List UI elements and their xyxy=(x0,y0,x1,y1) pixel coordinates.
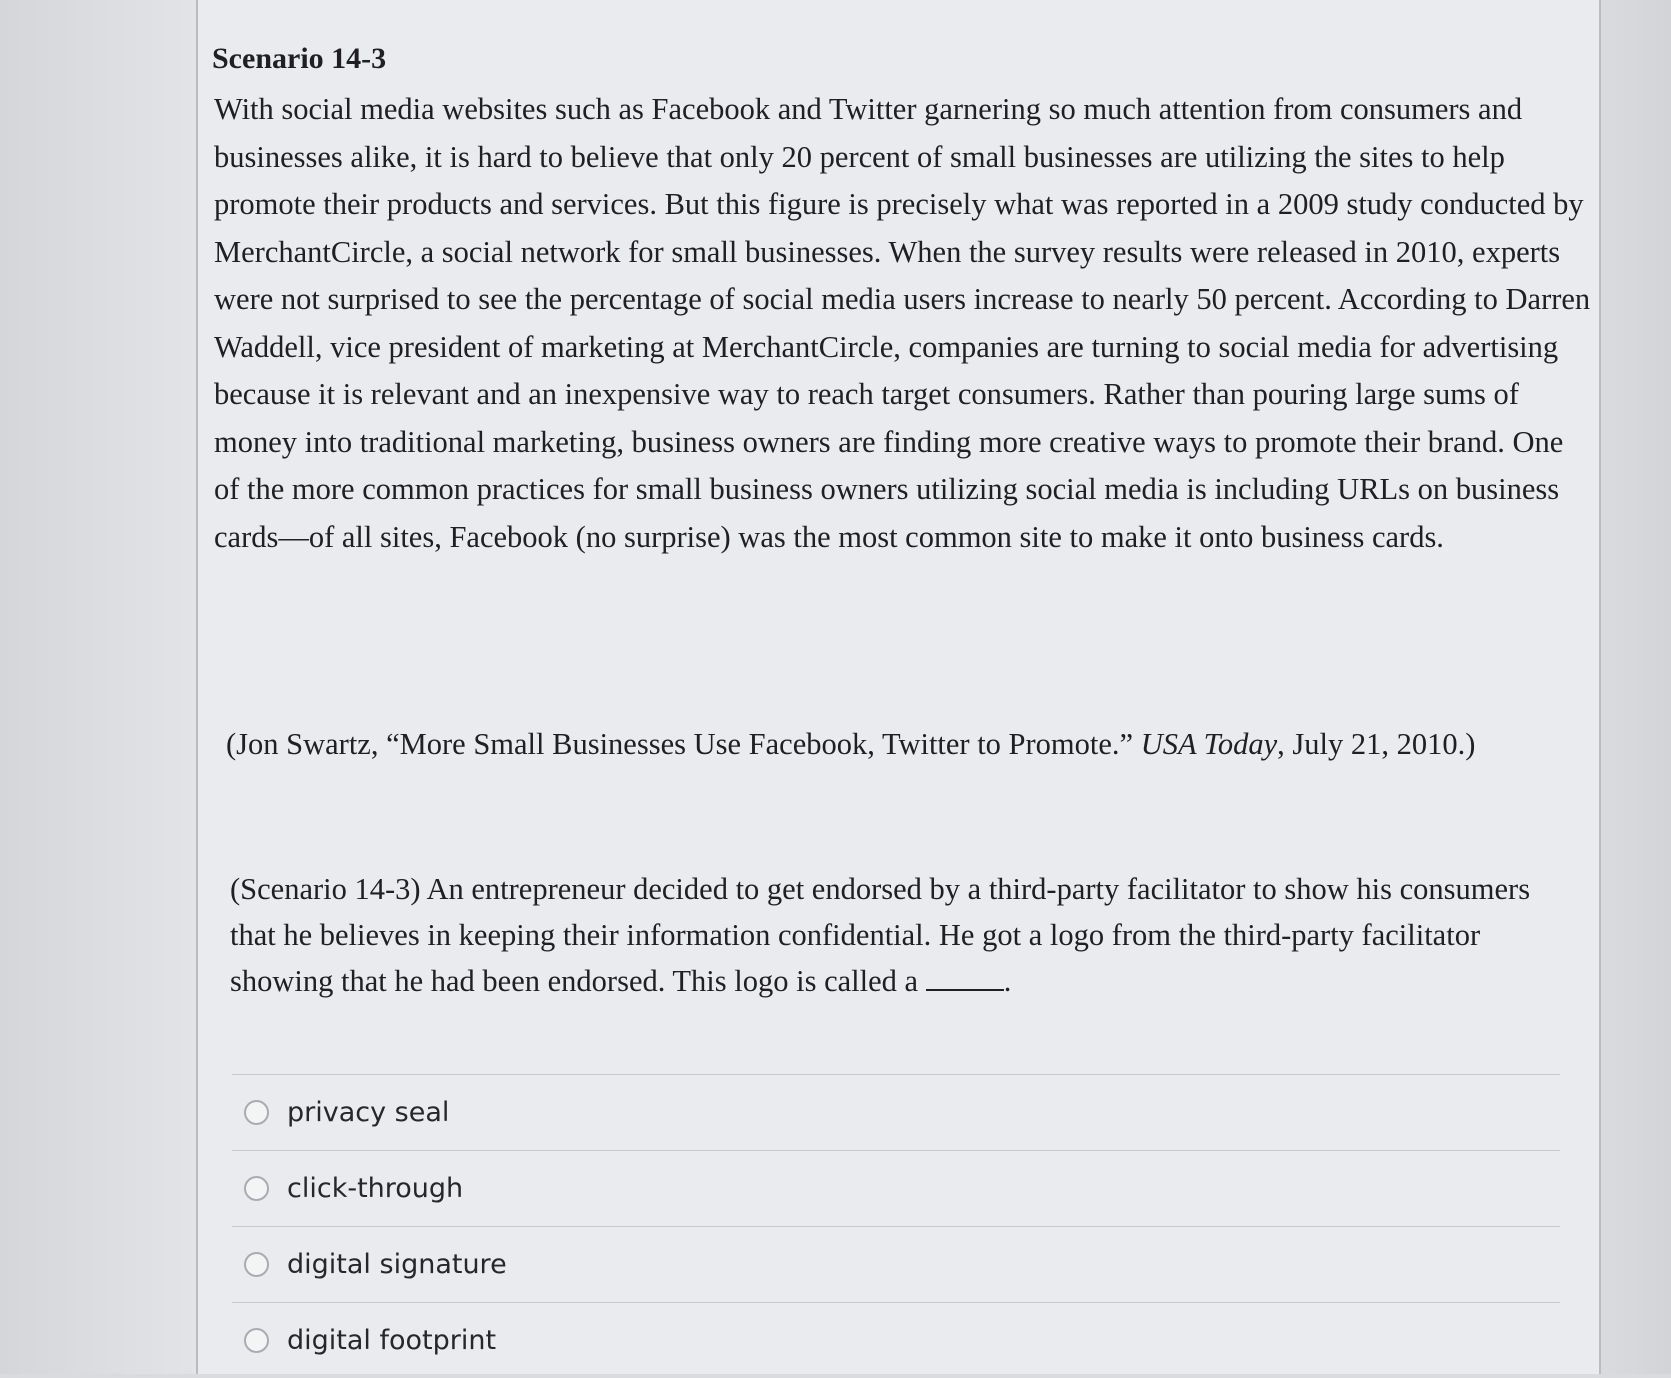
option-click-through[interactable] xyxy=(232,1150,1560,1226)
option-label: privacy seal xyxy=(287,1097,450,1128)
question-text: (Scenario 14-3) An entrepreneur decided to get endorsed by a third-party facilitator to show his consumers that he believes in keeping their information confidential. He got a logo from the third-party facilitator showing that he had been endorsed. This logo is called a xyxy=(230,872,1531,998)
citation-prefix: (Jon Swartz, “More Small Businesses Use Facebook, Twitter to Promote.” xyxy=(226,727,1141,761)
scenario-title: Scenario 14-3 xyxy=(212,42,387,75)
question-end: . xyxy=(1003,964,1012,998)
radio-button[interactable] xyxy=(244,1328,269,1353)
option-digital-signature[interactable] xyxy=(232,1226,1560,1302)
citation-suffix: , July 21, 2010.) xyxy=(1277,727,1476,761)
radio-button[interactable] xyxy=(244,1176,269,1201)
answer-options xyxy=(232,1074,1560,1378)
option-label: digital signature xyxy=(287,1249,507,1280)
option-privacy-seal[interactable] xyxy=(232,1074,1560,1150)
citation xyxy=(226,722,1596,766)
radio-button[interactable] xyxy=(244,1252,269,1277)
option-digital-footprint[interactable] xyxy=(232,1302,1560,1378)
scenario-text: With social media websites such as Facebook and Twitter garnering so much attention from consumers and businesses alike, it is hard to believe that only 20 percent of small businesses are utilizing the sites to help promote their products and services. But this figure is precisely what was reported in a 2009 study conducted by MerchantCircle, a social network for small businesses. When the survey results were released in 2010, experts were not surprised to see the percentage of social media users increase to nearly 50 percent. According to Darren Waddell, vice president of marketing at MerchantCircle, companies are turning to social media for advertising because it is relevant and an inexpensive way to reach target consumers. Rather than pouring large sums of money into traditional marketing, business owners are finding more creative ways to promote their brand. One of the more common practices for small business owners utilizing social media is including URLs on business cards—of all sites, Facebook (no surprise) was the most common site to make it onto business cards. xyxy=(214,92,1591,554)
question-prompt xyxy=(230,866,1580,1004)
answer-blank xyxy=(926,963,1004,991)
option-label: click-through xyxy=(287,1173,464,1204)
radio-button[interactable] xyxy=(244,1100,269,1125)
option-label: digital footprint xyxy=(287,1325,497,1356)
citation-source: USA Today xyxy=(1140,727,1278,761)
